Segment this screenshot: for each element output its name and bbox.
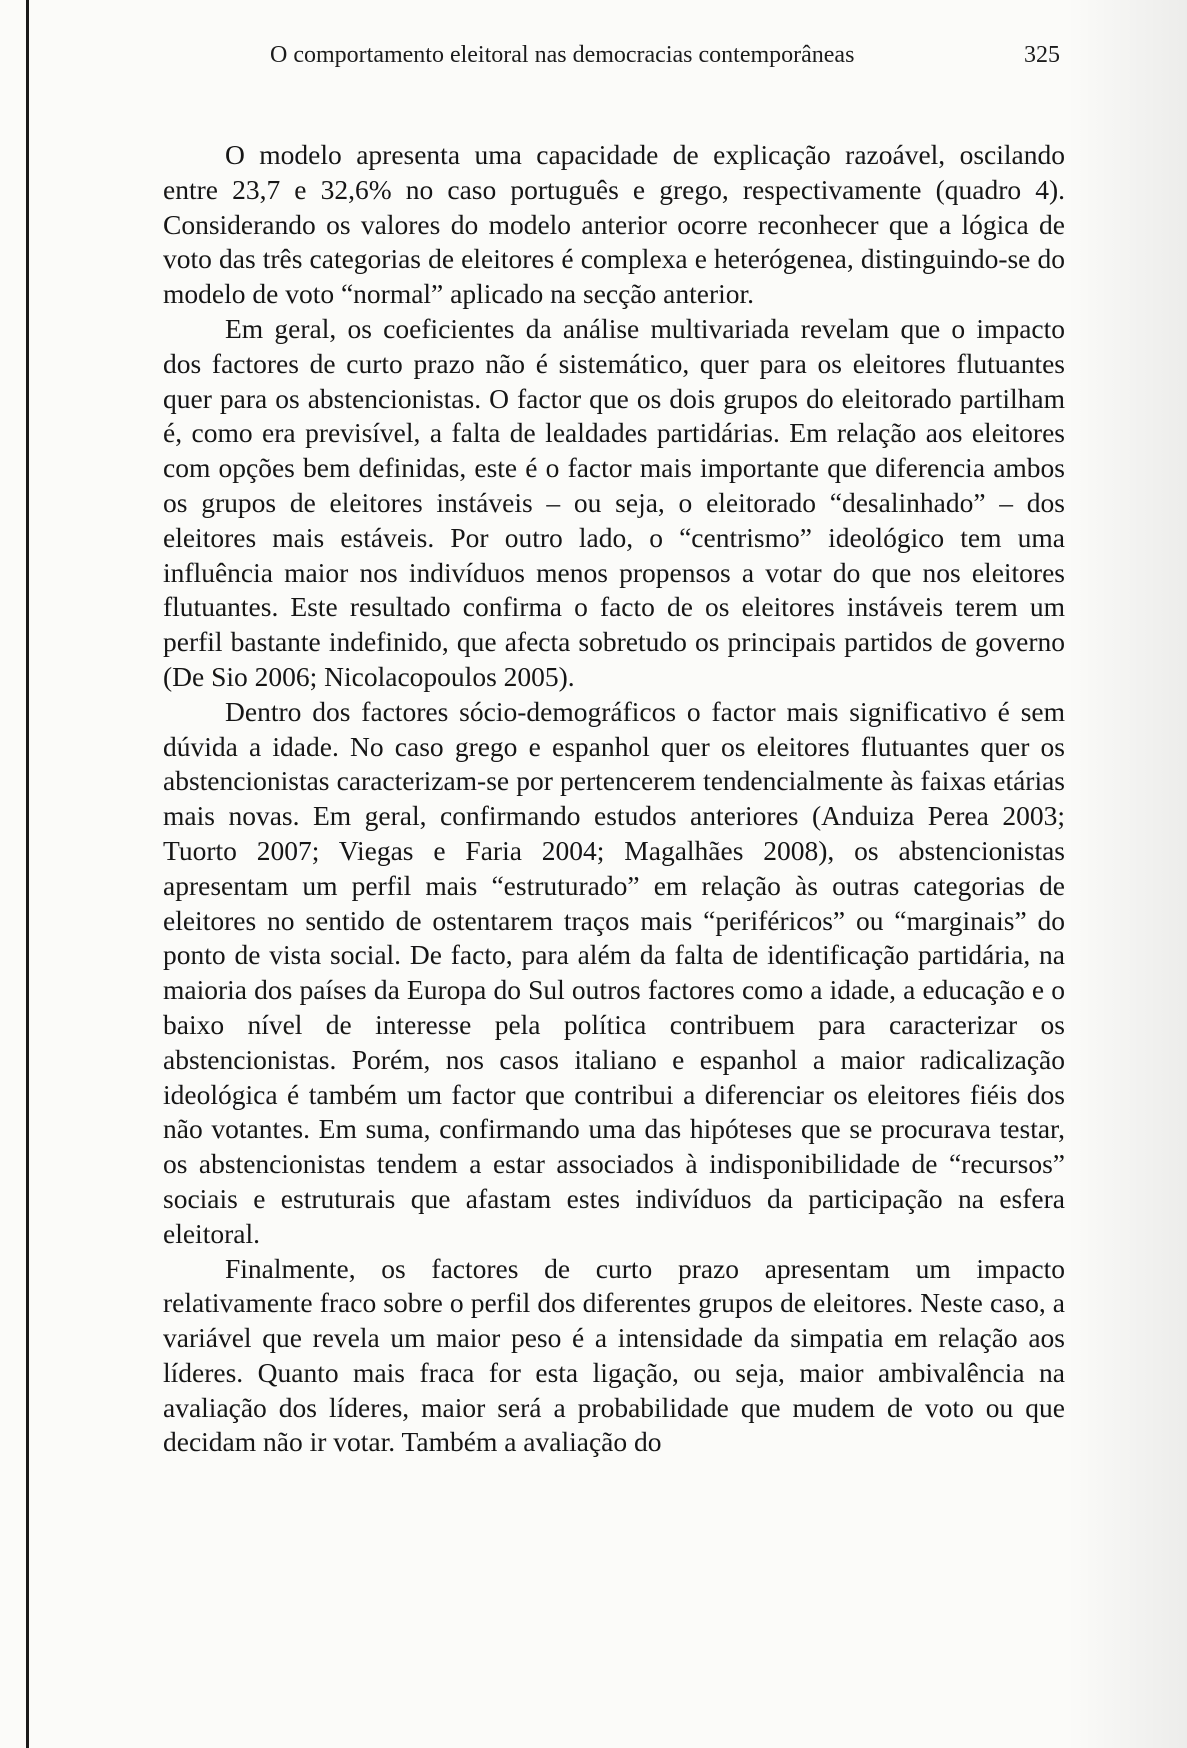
page-shadow bbox=[1067, 0, 1187, 1748]
page-number: 325 bbox=[1024, 42, 1060, 68]
paragraph-1: O modelo apresenta uma capacidade de explicação razoável, oscilando entre 23,7 e 32,6% no caso português e grego, respectivamente (quadro 4). Considerando os valores do modelo anterior ocorre reconhecer que a lógica de voto das três categorias de eleitores é complexa e heterógenea, distinguindo-se do modelo de voto “normal” aplicado na secção anterior. bbox=[163, 139, 1065, 310]
paragraph-2: Em geral, os coeficientes da análise multivariada revelam que o impacto dos factores de curto prazo não é sistemático, quer para os eleitores flutuantes quer para os abstencionistas. O factor que os dois grupos do eleitorado partilham é, como era previsível, a falta de lealdades partidárias. Em relação aos eleitores com opções bem definidas, este é o factor mais importante que diferencia ambos os grupos de eleitores instáveis – ou seja, o eleitorado “desalinhado” – dos eleitores mais estáveis. Por outro lado, o “centrismo” ideológico tem uma influência maior nos indivíduos menos propensos a votar do que nos eleitores flutuantes. Este resultado confirma o facto de os eleitores instáveis terem um perfil bastante indefinido, que afecta sobretudo os principais partidos de governo (De Sio 2006; Nicolacopoulos 2005). bbox=[163, 312, 1065, 692]
running-head-title: O comportamento eleitoral nas democracias contemporâneas bbox=[270, 42, 855, 68]
paragraph-4: Finalmente, os factores de curto prazo apresentam um impacto relativamente fraco sobre o perfil dos diferentes grupos de eleitores. Neste caso, a variável que revela um maior peso é a intensidade da simpatia em relação aos líderes. Quanto mais fraca for esta ligação, ou seja, maior ambivalência na avaliação dos líderes, maior será a probabilidade que mudem de voto ou que decidam não ir votar. Também a avaliação do bbox=[163, 1252, 1065, 1458]
paragraph-3: Dentro dos factores sócio-demográficos o factor mais significativo é sem dúvida a idade. No caso grego e espanhol quer os eleitores flutuantes quer os abstencionistas caracterizam-se por pertencerem tendencialmente às faixas etárias mais novas. Em geral, confirmando estudos anteriores (Anduiza Perea 2003; Tuorto 2007; Viegas e Faria 2004; Magalhães 2008), os abstencionistas apresentam um perfil mais “estruturado” em relação às outras categorias de eleitores no sentido de ostentarem traços mais “periféricos” ou “marginais” do ponto de vista social. De facto, para além da falta de identificação partidária, na maioria dos países da Europa do Sul outros factores como a idade, a educação e o baixo nível de interesse pela política contribuem para caracterizar os abstencionistas. Porém, nos casos italiano e espanhol a maior radicalização ideológica é também um factor que contribui a diferenciar os eleitores fiéis dos não votantes. Em suma, confirmando uma das hipóteses que se procurava testar, os abstencionistas tendem a estar associados à indisponibilidade de “recursos” sociais e estruturais que afastam estes indivíduos da participação na esfera eleitoral. bbox=[163, 695, 1065, 1249]
body-text bbox=[163, 138, 1065, 1460]
page-spine-edge bbox=[26, 0, 29, 1748]
